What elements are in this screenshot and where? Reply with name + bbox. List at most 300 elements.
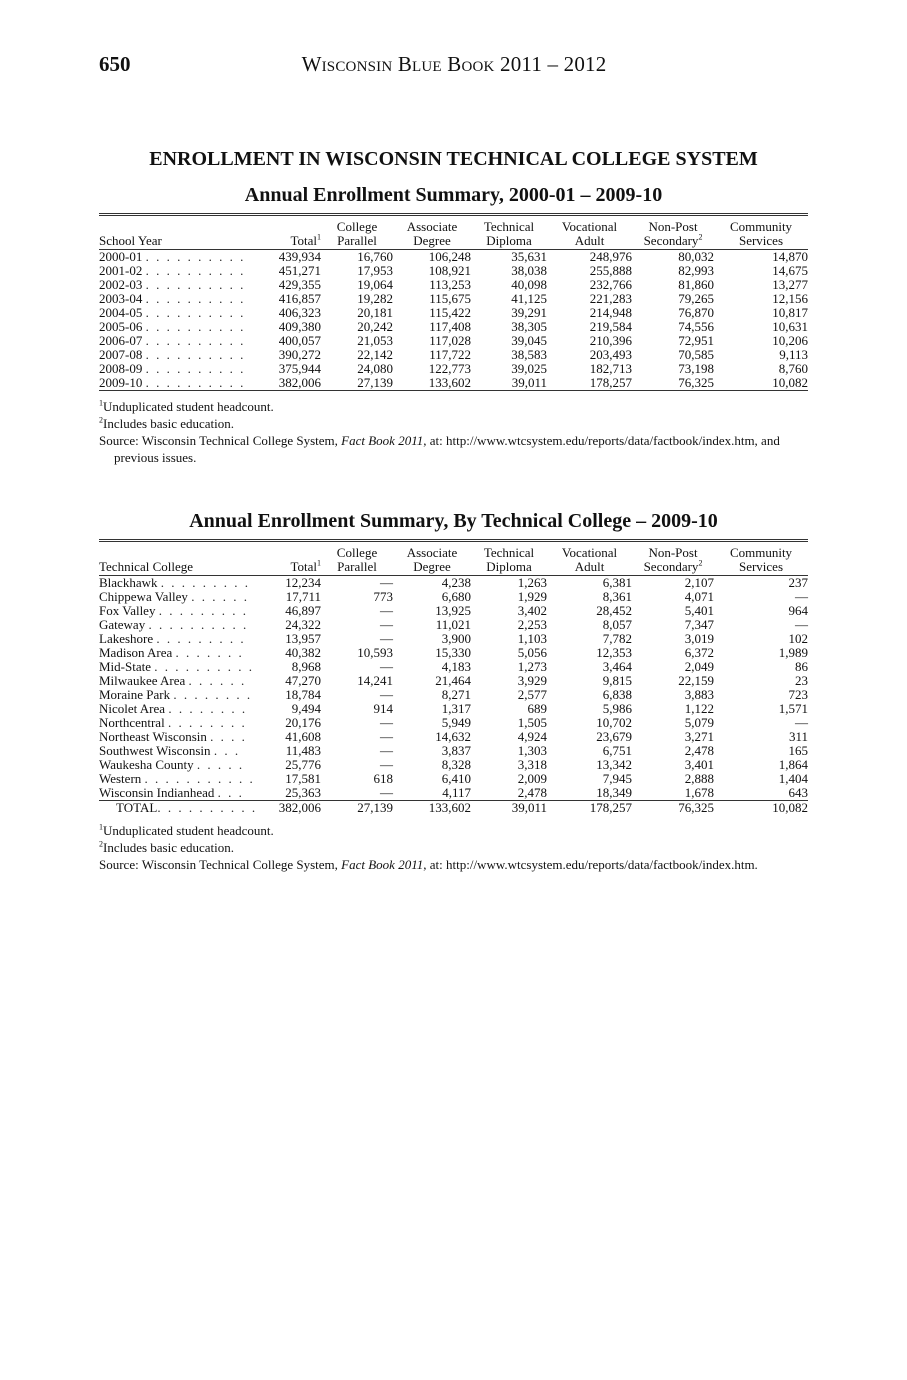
header-line: Community — [729, 545, 793, 560]
value-cell: 6,372 — [684, 645, 714, 660]
header-line: Vocational — [561, 219, 618, 234]
value-cell: — — [380, 659, 393, 674]
row-label-cell — [99, 716, 259, 730]
row-label-cell — [99, 250, 259, 265]
header-non-post-secondary — [632, 541, 714, 576]
total-label-cell — [99, 801, 259, 816]
value-cell: 113,253 — [429, 277, 471, 292]
leader-dots: . . . . . . . . . . — [145, 249, 246, 264]
table1-title: Annual Enrollment Summary, 2000-01 – 2009-10 — [244, 184, 663, 206]
value-cell: 14,870 — [772, 249, 808, 264]
table-row — [99, 758, 808, 772]
value-cell: 6,680 — [441, 589, 471, 604]
row-label-cell — [99, 604, 259, 618]
row-label: Western — [99, 771, 142, 786]
value-cell: 429,355 — [278, 277, 321, 292]
value-cell: 165 — [788, 743, 808, 758]
header-total — [259, 541, 321, 576]
value-cell: 10,702 — [596, 715, 632, 730]
value-cell: 13,957 — [285, 631, 321, 646]
value-cell: 11,021 — [435, 617, 471, 632]
value-cell: 21,053 — [357, 333, 393, 348]
total-value-cell: 39,011 — [471, 801, 547, 816]
value-cell: 1,263 — [517, 575, 547, 590]
value-cell: 22,159 — [678, 673, 714, 688]
row-label: Northcentral — [99, 715, 165, 730]
header-total-text: Total — [290, 559, 317, 574]
row-label: Chippewa Valley — [99, 589, 188, 604]
value-cell: 20,242 — [357, 319, 393, 334]
row-label: 2006-07 — [99, 333, 143, 348]
value-cell: 12,234 — [285, 575, 321, 590]
value-cell: 5,949 — [441, 715, 471, 730]
header-line: Diploma — [486, 559, 532, 574]
row-label: Lakeshore — [99, 631, 154, 646]
value-cell: 122,773 — [428, 361, 471, 376]
value-cell: 39,291 — [511, 305, 547, 320]
row-label: 2003-04 — [99, 291, 143, 306]
value-cell: 3,837 — [441, 743, 471, 758]
header-line: Non-Post — [648, 545, 698, 560]
value-cell: 17,581 — [285, 771, 321, 786]
value-cell: 6,381 — [602, 575, 632, 590]
total-value-cell: 133,602 — [393, 801, 471, 816]
table1-body — [99, 250, 808, 391]
footnote-1 — [99, 398, 811, 415]
value-cell: 618 — [373, 771, 393, 786]
row-label-cell — [99, 674, 259, 688]
table1-notes — [99, 398, 811, 466]
value-cell: 4,071 — [684, 589, 714, 604]
value-cell: 79,265 — [678, 291, 714, 306]
header-line: Vocational — [561, 545, 618, 560]
header-line: Associate — [406, 545, 458, 560]
value-cell: 19,282 — [357, 291, 393, 306]
header-associate-degree — [393, 215, 471, 250]
header-non-post-secondary — [632, 215, 714, 250]
source-title: Fact Book 2011 — [341, 433, 424, 448]
value-cell: 203,493 — [589, 347, 632, 362]
value-cell: 248,976 — [589, 249, 632, 264]
value-cell: 81,860 — [678, 277, 714, 292]
total-value-cell: 382,006 — [259, 801, 321, 816]
row-label-cell — [99, 646, 259, 660]
header-community-services — [714, 541, 808, 576]
row-label: Gateway — [99, 617, 146, 632]
row-label-cell — [99, 688, 259, 702]
table-row — [99, 786, 808, 801]
value-cell: 8,968 — [291, 659, 321, 674]
value-cell: — — [380, 687, 393, 702]
value-cell: 8,760 — [778, 361, 808, 376]
header-line: Diploma — [486, 233, 532, 248]
leader-dots: . . . . . . — [188, 673, 247, 688]
value-cell: 2,253 — [517, 617, 547, 632]
total-label: TOTAL — [116, 800, 158, 815]
value-cell: 214,948 — [589, 305, 632, 320]
leader-dots: . . . . . . . . . . — [154, 659, 254, 674]
header-school-year: School Year — [99, 215, 259, 250]
row-label-cell — [99, 576, 259, 591]
value-cell: 221,283 — [589, 291, 632, 306]
row-label-cell — [99, 744, 259, 758]
value-cell: 38,038 — [511, 263, 547, 278]
value-cell: 6,410 — [441, 771, 471, 786]
value-cell: 82,993 — [678, 263, 714, 278]
header-line: Technical — [483, 545, 535, 560]
annual-enrollment-table — [99, 213, 808, 391]
footnote-text: Unduplicated student headcount. — [103, 823, 274, 838]
leader-dots: . . . . . . . . . . . — [144, 771, 255, 786]
row-label-cell — [99, 376, 259, 391]
table-row — [99, 590, 808, 604]
value-cell: 10,082 — [714, 376, 808, 391]
value-cell: 210,396 — [589, 333, 632, 348]
table-row — [99, 576, 808, 591]
value-cell: — — [380, 631, 393, 646]
total-value-cell: 10,082 — [714, 801, 808, 816]
leader-dots: . . . . . . . . . . — [145, 263, 246, 278]
value-cell: 643 — [788, 785, 808, 800]
table-row — [99, 772, 808, 786]
value-cell: 23,679 — [596, 729, 632, 744]
leader-dots: . . . . . . . . . . — [145, 291, 246, 306]
value-cell: 5,401 — [684, 603, 714, 618]
value-cell: 39,011 — [471, 376, 547, 391]
value-cell: 12,156 — [772, 291, 808, 306]
value-cell: 2,888 — [684, 771, 714, 786]
value-cell: — — [380, 575, 393, 590]
value-cell: 13,925 — [435, 603, 471, 618]
row-label: Madison Area — [99, 645, 173, 660]
header-total-footnote: 1 — [317, 558, 321, 568]
source-prefix: Source: Wisconsin Technical College System, — [99, 433, 342, 448]
value-cell: 22,142 — [357, 347, 393, 362]
leader-dots: . . . . — [210, 729, 247, 744]
value-cell: 10,206 — [772, 333, 808, 348]
value-cell: 8,328 — [441, 757, 471, 772]
leader-dots: . . . . . . — [191, 589, 249, 604]
row-label: Wisconsin Indianhead — [99, 785, 215, 800]
value-cell: 8,271 — [441, 687, 471, 702]
value-cell: 8,361 — [602, 589, 632, 604]
value-cell: 40,382 — [285, 645, 321, 660]
value-cell: 19,064 — [357, 277, 393, 292]
row-label-cell — [99, 264, 259, 278]
row-label: Nicolet Area — [99, 701, 166, 716]
header-line: Non-Post — [648, 219, 698, 234]
value-cell: 4,238 — [441, 575, 471, 590]
row-label: Mid-State — [99, 659, 151, 674]
value-cell: 27,139 — [321, 376, 393, 391]
row-label: Northeast Wisconsin — [99, 729, 207, 744]
table-row — [99, 744, 808, 758]
value-cell: — — [795, 715, 808, 730]
header-line: Community — [729, 219, 793, 234]
value-cell: 6,751 — [602, 743, 632, 758]
leader-dots: . . . . . . . . — [167, 715, 247, 730]
header-total-footnote: 1 — [317, 232, 321, 242]
value-cell: 20,181 — [357, 305, 393, 320]
value-cell: 38,305 — [511, 319, 547, 334]
value-cell: 24,080 — [357, 361, 393, 376]
footnote-text: Unduplicated student headcount. — [103, 399, 274, 414]
value-cell: 3,464 — [602, 659, 632, 674]
row-label-cell — [99, 278, 259, 292]
total-value-cell: 178,257 — [547, 801, 632, 816]
value-cell: 7,945 — [602, 771, 632, 786]
source-suffix: , at: http://www.wtcsystem.edu/reports/data/factbook/index.htm, and previous issues. — [114, 433, 780, 465]
row-label-cell — [99, 362, 259, 376]
value-cell: — — [380, 617, 393, 632]
value-cell: 7,782 — [602, 631, 632, 646]
value-cell: 451,271 — [278, 263, 321, 278]
value-cell: 9,494 — [291, 701, 321, 716]
value-cell: 17,953 — [357, 263, 393, 278]
leader-dots: . . . . . . . . . . — [148, 617, 249, 632]
value-cell: 1,404 — [778, 771, 808, 786]
value-cell: 74,556 — [678, 319, 714, 334]
value-cell: 18,784 — [285, 687, 321, 702]
value-cell: 28,452 — [596, 603, 632, 618]
value-cell: 1,989 — [778, 645, 808, 660]
header-line: College — [336, 545, 378, 560]
leader-dots: . . . . . . . . . . — [145, 347, 246, 362]
header-technical-diploma — [471, 541, 547, 576]
row-label-cell — [99, 320, 259, 334]
value-cell: 73,198 — [678, 361, 714, 376]
table-row — [99, 292, 808, 306]
value-cell: 439,934 — [278, 249, 321, 264]
value-cell: 3,883 — [684, 687, 714, 702]
value-cell: 689 — [527, 701, 547, 716]
source-suffix: , at: http://www.wtcsystem.edu/reports/data/factbook/index.htm. — [423, 857, 758, 872]
value-cell: 3,900 — [441, 631, 471, 646]
value-cell: 16,760 — [357, 249, 393, 264]
table-row — [99, 334, 808, 348]
table-row — [99, 264, 808, 278]
value-cell: 10,631 — [772, 319, 808, 334]
value-cell: 375,944 — [278, 361, 321, 376]
row-label-cell — [99, 334, 259, 348]
value-cell: 86 — [795, 659, 808, 674]
header-associate-degree — [393, 541, 471, 576]
value-cell: 11,483 — [285, 743, 321, 758]
header-vocational-adult — [547, 215, 632, 250]
leader-dots: . . . — [213, 743, 241, 758]
value-cell: 115,422 — [429, 305, 471, 320]
value-cell: 255,888 — [589, 263, 632, 278]
value-cell: 21,464 — [435, 673, 471, 688]
value-cell: 10,593 — [357, 645, 393, 660]
value-cell: 40,098 — [511, 277, 547, 292]
value-cell: 4,117 — [442, 785, 471, 800]
value-cell: 390,272 — [278, 347, 321, 362]
value-cell: 723 — [788, 687, 808, 702]
row-label: 2001-02 — [99, 263, 143, 278]
value-cell: 4,924 — [517, 729, 547, 744]
leader-dots: . . . . . . . . . . — [145, 305, 246, 320]
value-cell: 5,986 — [602, 701, 632, 716]
value-cell: — — [380, 743, 393, 758]
row-label: Moraine Park — [99, 687, 171, 702]
value-cell: 25,363 — [285, 785, 321, 800]
value-cell: 76,325 — [632, 376, 714, 391]
leader-dots: . . . . . . . . . . — [145, 375, 246, 390]
value-cell: 400,057 — [278, 333, 321, 348]
value-cell: 80,032 — [678, 249, 714, 264]
value-cell: — — [380, 729, 393, 744]
header-line: Degree — [413, 559, 451, 574]
value-cell: 35,631 — [511, 249, 547, 264]
row-label: 2007-08 — [99, 347, 143, 362]
row-label-cell — [99, 660, 259, 674]
value-cell: 406,323 — [278, 305, 321, 320]
header-line: Adult — [574, 559, 605, 574]
value-cell: 1,929 — [517, 589, 547, 604]
header-line: Services — [738, 233, 784, 248]
table1-header-row — [99, 215, 808, 250]
value-cell: — — [795, 589, 808, 604]
value-cell: 115,675 — [429, 291, 471, 306]
value-cell: 23 — [795, 673, 808, 688]
header-line: Services — [738, 559, 784, 574]
table-row — [99, 306, 808, 320]
header-total-text: Total — [290, 233, 317, 248]
header-non-post-footnote: 2 — [698, 232, 703, 242]
value-cell: 182,713 — [589, 361, 632, 376]
value-cell: 13,277 — [772, 277, 808, 292]
leader-dots: . . . . . — [196, 757, 245, 772]
value-cell: 25,776 — [285, 757, 321, 772]
value-cell: 9,815 — [602, 673, 632, 688]
table-row — [99, 660, 808, 674]
row-label: 2009-10 — [99, 375, 143, 390]
leader-dots: . . . . . . . . . . — [145, 361, 246, 376]
value-cell: 3,401 — [684, 757, 714, 772]
value-cell: 3,019 — [684, 631, 714, 646]
row-label-cell — [99, 590, 259, 604]
row-label: 2000-01 — [99, 249, 143, 264]
value-cell: 24,322 — [285, 617, 321, 632]
leader-dots: . . . . . . . . . . — [145, 333, 246, 348]
value-cell: 14,632 — [435, 729, 471, 744]
value-cell: 70,585 — [678, 347, 714, 362]
leader-dots: . . . . . . . . — [173, 687, 253, 702]
value-cell: 14,675 — [772, 263, 808, 278]
value-cell: 72,951 — [678, 333, 714, 348]
page-number: 650 — [99, 52, 131, 76]
value-cell: 773 — [373, 589, 393, 604]
value-cell: 9,113 — [779, 347, 808, 362]
value-cell: 1,273 — [517, 659, 547, 674]
header-line: Degree — [413, 233, 451, 248]
row-label: Milwaukee Area — [99, 673, 186, 688]
row-label: Waukesha County — [99, 757, 194, 772]
value-cell: 2,478 — [684, 743, 714, 758]
value-cell: 41,125 — [511, 291, 547, 306]
footnote-2 — [99, 415, 811, 432]
table-row — [99, 646, 808, 660]
value-cell: 20,176 — [285, 715, 321, 730]
value-cell: 13,342 — [596, 757, 632, 772]
source-prefix: Source: Wisconsin Technical College System, — [99, 857, 342, 872]
header-line: College — [336, 219, 378, 234]
main-title: ENROLLMENT IN WISCONSIN TECHNICAL COLLEGE SYSTEM — [149, 148, 758, 170]
header-line: Adult — [574, 233, 605, 248]
row-label-cell — [99, 292, 259, 306]
value-cell: 409,380 — [278, 319, 321, 334]
total-value-cell: 27,139 — [321, 801, 393, 816]
header-technical-diploma — [471, 215, 547, 250]
value-cell: 5,056 — [517, 645, 547, 660]
table-row — [99, 320, 808, 334]
table-row — [99, 278, 808, 292]
table-row — [99, 348, 808, 362]
header-non-post-footnote: 2 — [698, 558, 703, 568]
value-cell: 1,303 — [517, 743, 547, 758]
row-label-cell — [99, 618, 259, 632]
header-line: Parallel — [337, 233, 377, 248]
row-label-cell — [99, 786, 259, 801]
leader-dots: . . . . . . . . . . — [145, 319, 246, 334]
table2-notes — [99, 822, 811, 873]
leader-dots: . . . — [217, 785, 244, 800]
value-cell: 964 — [788, 603, 808, 618]
value-cell: 178,257 — [547, 376, 632, 391]
row-label-cell — [99, 632, 259, 646]
header-technical-college: Technical College — [99, 541, 259, 576]
row-label: Southwest Wisconsin — [99, 743, 211, 758]
header-line: Secondary — [643, 233, 699, 248]
value-cell: — — [380, 715, 393, 730]
value-cell: 3,271 — [684, 729, 714, 744]
running-title: Wisconsin Blue Book 2011 – 2012 — [301, 52, 607, 76]
value-cell: 1,678 — [684, 785, 714, 800]
value-cell: 3,929 — [517, 673, 547, 688]
header-line: Technical — [483, 219, 535, 234]
value-cell: — — [795, 617, 808, 632]
value-cell: 5,079 — [684, 715, 714, 730]
value-cell: 1,864 — [778, 757, 808, 772]
source-note — [99, 856, 811, 873]
value-cell: 1,103 — [517, 631, 547, 646]
row-label-cell — [99, 702, 259, 716]
value-cell: 117,722 — [429, 347, 471, 362]
value-cell: 18,349 — [596, 785, 632, 800]
value-cell: — — [380, 757, 393, 772]
table-row — [99, 250, 808, 265]
leader-dots: . . . . . . . . . — [156, 631, 246, 646]
footnote-2 — [99, 839, 811, 856]
row-label: 2005-06 — [99, 319, 143, 334]
row-label: 2008-09 — [99, 361, 143, 376]
page-header — [99, 52, 809, 82]
value-cell: — — [380, 603, 393, 618]
row-label-cell — [99, 348, 259, 362]
value-cell: 3,402 — [517, 603, 547, 618]
value-cell: 416,857 — [278, 291, 321, 306]
table-row — [99, 674, 808, 688]
value-cell: 6,838 — [602, 687, 632, 702]
footnote-1 — [99, 822, 811, 839]
table-row — [99, 632, 808, 646]
value-cell: 14,241 — [357, 673, 393, 688]
table-row — [99, 604, 808, 618]
value-cell: 4,183 — [441, 659, 471, 674]
table-row — [99, 688, 808, 702]
header-vocational-adult — [547, 541, 632, 576]
